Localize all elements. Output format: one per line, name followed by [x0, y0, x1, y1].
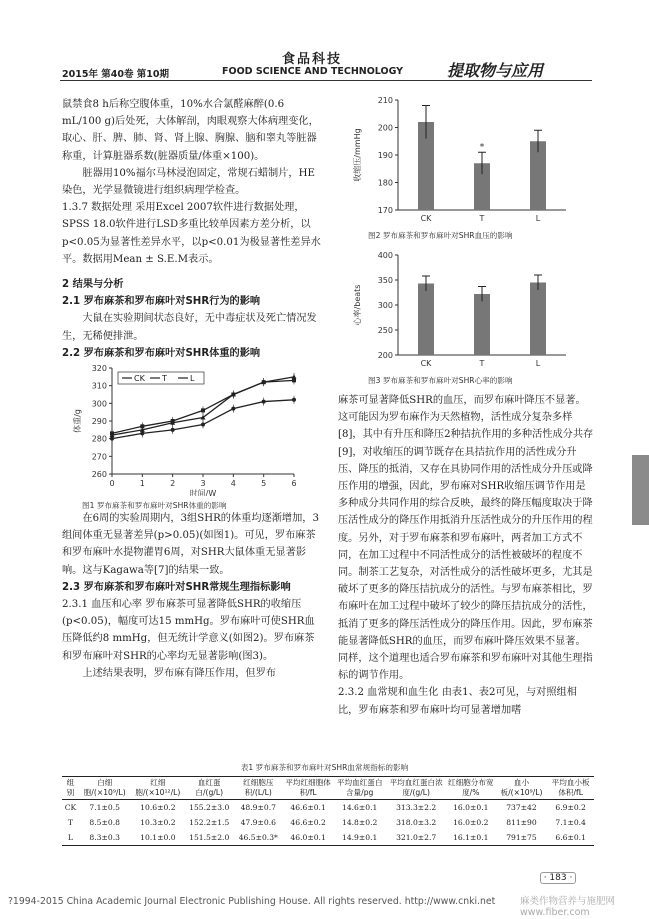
x-tick-label: 2	[170, 479, 176, 489]
table-cell: 16.1±0.1	[446, 830, 496, 846]
column-header: 平均血红蛋白含量/pg	[333, 777, 387, 800]
table-cell: 151.5±2.0	[185, 830, 233, 846]
table-1-wrapper	[62, 776, 594, 846]
table-cell: 811±90	[506, 818, 537, 827]
data-point-L	[292, 398, 296, 402]
x-tick-label: 0	[109, 479, 115, 489]
table-cell: 14.6±0.1	[341, 803, 378, 812]
column-header: 红细胞压积/(L/L)	[233, 777, 283, 800]
y-axis-label: 体重/g	[73, 409, 82, 433]
section-heading: 2 结果与分析	[62, 279, 124, 291]
table-cell: 47.9±0.6	[240, 818, 276, 827]
section-heading: 2.1 罗布麻茶和罗布麻叶对SHR行为的影响	[62, 296, 261, 308]
section-side-tab	[632, 455, 649, 525]
y-tick-label: 200	[377, 351, 393, 360]
x-tick-label: L	[535, 359, 541, 368]
table-cell: 7.1±0.4	[555, 818, 586, 827]
y-tick-label: 190	[377, 151, 393, 160]
x-axis-label: 时间/W	[189, 489, 217, 497]
y-tick-label: 300	[377, 301, 393, 310]
table-cell: 10.3±0.2	[140, 818, 176, 827]
column-header: 血小板/(×10⁹/L)	[496, 777, 548, 800]
data-point-L	[110, 437, 114, 441]
table-cell: 6.6±0.1	[547, 830, 594, 846]
table-cell: 6.9±0.2	[555, 803, 586, 812]
y-tick-label: 300	[91, 399, 107, 409]
x-tick-label: T	[479, 214, 485, 223]
x-tick-label: 1	[139, 479, 145, 489]
table-cell: CK	[64, 803, 77, 812]
table-cell: 791±75	[496, 830, 548, 846]
data-point-L	[171, 428, 175, 432]
legend-label-T: T	[162, 374, 167, 384]
data-point-L	[140, 431, 144, 435]
data-point-L	[201, 423, 205, 427]
y-tick-label: 280	[91, 434, 107, 444]
table-cell: 46.6±0.2	[290, 818, 326, 827]
y-tick-label: 210	[377, 96, 393, 105]
x-tick-label: 4	[230, 479, 236, 489]
table-cell: 46.0±0.1	[283, 830, 333, 846]
paragraph: 麻茶可显著降低SHR的血压，而罗布麻叶降压不显著。这可能因为罗布麻作为天然植物，活性成分复杂多样[8]，其中有升压和降压2种拮抗作用的多种活性成分共存[9]，对收缩压的调节既存在具拮抗作用的活性成分升压、降压的抵消，又存在具协同作用的活性成分升压或降压作用的增强，因此，罗布麻对SHR收缩压调节作用是多种成分共同作用的综合反映，最终的降压幅度取决于降压活性成分的降压作用抵消升压活性成分的升压作用的程度。另外，对于罗布麻茶和罗布麻叶，两者加工方式不同，在加工过程中不同活性成分的活性被破坏的程度不同。制茶工艺复杂，对活性成分的活性破坏更多，尤其是破坏了更多的降压拮抗成分的活性。与罗布麻茶相比，罗布麻叶在加工过程中破坏了较少的降压拮抗成分的活性，抵消了更多的降压活性成分的降压作用。因此，罗布麻茶能显著降低SHR的血压，而罗布麻叶降压效果不显著。同样，这个道理也适合罗布麻茶和罗布麻叶对其他生理指标的调节作用。	[338, 395, 594, 682]
paragraph: 大鼠在实验期间状态良好，无中毒症状及死亡情况发生，无稀便排泄。	[62, 313, 317, 342]
y-tick-label: 250	[377, 326, 393, 335]
table-cell: 46.5±0.3*	[233, 830, 283, 846]
x-tick-label: 3	[200, 479, 206, 489]
y-tick-label: 400	[377, 251, 393, 260]
paragraph: 鼠禁食8 h后称空腹体重，10%水合氯醛麻醉(0.6 mL/100 g)后处死，大体解剖，肉眼观察大体病理变化，取心、肝、脾、肺、肾、肾上腺、胸腺、脑和睾丸等脏器称重，计算脏器系数(脏器质量/体重×100)。	[62, 99, 319, 162]
table-cell: 46.6±0.1	[290, 803, 326, 812]
bar-CK	[418, 284, 434, 356]
y-tick-label: 270	[91, 452, 107, 462]
table-cell: 152.2±1.5	[189, 818, 230, 827]
table-cell: 8.5±0.8	[89, 818, 120, 827]
legend-label-CK: CK	[134, 374, 145, 384]
column-header: 平均红细胞体积/fL	[283, 777, 333, 800]
x-tick-label: T	[479, 359, 485, 368]
y-tick-label: 170	[377, 206, 393, 215]
paragraph: 脏器用10%福尔马林浸泡固定，常规石蜡制片，HE染色，光学显微镜进行组织病理学检查。	[62, 167, 315, 197]
journal-title-cn: 食品科技	[282, 52, 343, 67]
watermark: 麻类作物营养与施肥网 www.fiber.com	[520, 896, 616, 918]
issue-info: 2015年 第40卷 第10期	[62, 69, 169, 80]
y-axis-label: 心率/beats	[353, 284, 362, 326]
blood-pressure-bar-chart	[338, 92, 594, 228]
column-header: 组别	[62, 777, 79, 800]
legend-label-L: L	[190, 374, 195, 384]
weight-line-chart	[62, 362, 324, 496]
table-caption: 表1 罗布麻茶和罗布麻叶对SHR血常规指标的影响	[240, 763, 409, 772]
left-column	[62, 96, 324, 682]
table-cell: 14.9±0.1	[333, 830, 387, 846]
table-cell: 10.1±0.0	[131, 830, 186, 846]
column-header: 红细胞/(×10¹²/L)	[131, 777, 186, 800]
page-number: · 183 ·	[540, 872, 576, 884]
column-header: 平均血小板体积/fL	[547, 777, 594, 800]
paragraph: 上述结果表明，罗布麻有降压作用，但罗布	[82, 667, 276, 679]
copyright-footer: ?1994-2015 China Academic Journal Electronic Publishing House. All rights reserved. http://www.cnki.net	[8, 896, 496, 907]
paragraph: 2.3.2 血常规和血生化 由表1、表2可见，与对照组相比，罗布麻茶和罗布麻叶均可显著增加嗜	[338, 687, 577, 716]
paragraph: 2.3.1 血压和心率 罗布麻茶可显著降低SHR的收缩压(p<0.05)，幅度可达15 mmHg。罗布麻叶可使SHR血压降低约8 mmHg，但无统计学意义(如图2)。罗布麻茶和罗布麻叶对SHR的心率均无显著影响(图3)。	[62, 599, 315, 662]
table-row	[62, 800, 594, 816]
table-cell: 321.0±2.7	[386, 830, 445, 846]
column-header: 血红蛋白/(g/L)	[185, 777, 233, 800]
y-tick-label: 260	[91, 470, 107, 480]
bar-L	[530, 283, 546, 356]
table-cell: 737±42	[506, 803, 537, 812]
figure-2	[338, 92, 594, 242]
table-row	[62, 830, 594, 846]
table-cell: L	[62, 830, 79, 846]
x-tick-label: 6	[291, 479, 297, 489]
table-cell: 7.1±0.5	[89, 803, 120, 812]
table-cell: 16.0±0.1	[453, 803, 489, 812]
x-tick-label: L	[535, 214, 541, 223]
x-tick-label: 5	[261, 479, 267, 489]
data-point-CK	[201, 408, 205, 412]
section-heading: 2.3 罗布麻茶和罗布麻叶对SHR常规生理指标影响	[62, 581, 291, 593]
table-row	[62, 815, 594, 830]
figure-caption: 图3 罗布麻茶和罗布麻叶对SHR心率的影响	[368, 376, 513, 385]
y-tick-label: 180	[377, 178, 393, 188]
figure-3	[338, 247, 594, 389]
y-tick-label: 290	[91, 417, 107, 427]
data-point-L	[262, 400, 266, 404]
column-header: 平均血红蛋白浓度/(g/L)	[386, 777, 445, 800]
legend	[118, 372, 204, 384]
figure-caption: 图1 罗布麻茶和罗布麻叶对SHR体重的影响	[82, 501, 227, 511]
figure-caption: 图2 罗布麻茶和罗布麻叶对SHR血压的影响	[368, 231, 513, 240]
journal-title-en: FOOD SCIENCE AND TECHNOLOGY	[222, 66, 404, 77]
y-tick-label: 320	[91, 364, 107, 374]
table-cell: 48.9±0.7	[240, 803, 276, 812]
paragraph: 在6周的实验周期内，3组SHR的体重均逐渐增加，3组间体重无显著差异(p>0.05)(如图1)。可见，罗布麻茶和罗布麻叶水提物灌胃6周，对SHR大鼠体重无显著影响。这与Kagawa等[7]的结果一致。	[62, 513, 319, 576]
table-header-row	[62, 777, 594, 800]
column-header: 红细胞分布宽度/%	[446, 777, 496, 800]
y-tick-label: 200	[377, 123, 393, 133]
x-tick-label: CK	[420, 359, 432, 368]
table-cell: 155.2±3.0	[189, 803, 230, 812]
table-cell: T	[67, 818, 73, 827]
heart-rate-bar-chart	[338, 247, 594, 373]
header-rule	[60, 80, 592, 81]
y-axis-label: 收缩压/mmHg	[353, 128, 362, 182]
table-cell: 14.8±0.2	[341, 818, 378, 827]
table-cell: 313.3±2.2	[396, 803, 437, 812]
paragraph: 1.3.7 数据处理 采用Excel 2007软件进行数据处理，SPSS 18.0软件进行LSD多重比较单因素方差分析，以p<0.05为显著性差异水平，以p<0.01为极显著性差异水平。数据用Mean ± S.E.M表示。	[62, 202, 321, 265]
blood-routine-table	[62, 776, 594, 846]
table-cell: 318.0±3.2	[396, 818, 437, 827]
column-title: 提取物与应用	[447, 61, 544, 80]
bar-T	[474, 294, 490, 355]
table-cell: 16.0±0.2	[453, 818, 489, 827]
data-point-L	[231, 407, 235, 411]
table-cell: 8.3±0.3	[79, 830, 131, 846]
y-tick-label: 350	[377, 276, 393, 285]
significance-mark: *	[479, 142, 485, 153]
y-tick-label: 310	[91, 381, 107, 391]
column-header: 白细胞/(×10⁹/L)	[79, 777, 131, 800]
figure-1	[62, 362, 324, 510]
section-heading: 2.2 罗布麻茶和罗布麻叶对SHR体重的影响	[62, 347, 261, 359]
table-cell: 10.6±0.2	[140, 803, 176, 812]
x-tick-label: CK	[420, 214, 432, 223]
right-column	[338, 392, 594, 719]
